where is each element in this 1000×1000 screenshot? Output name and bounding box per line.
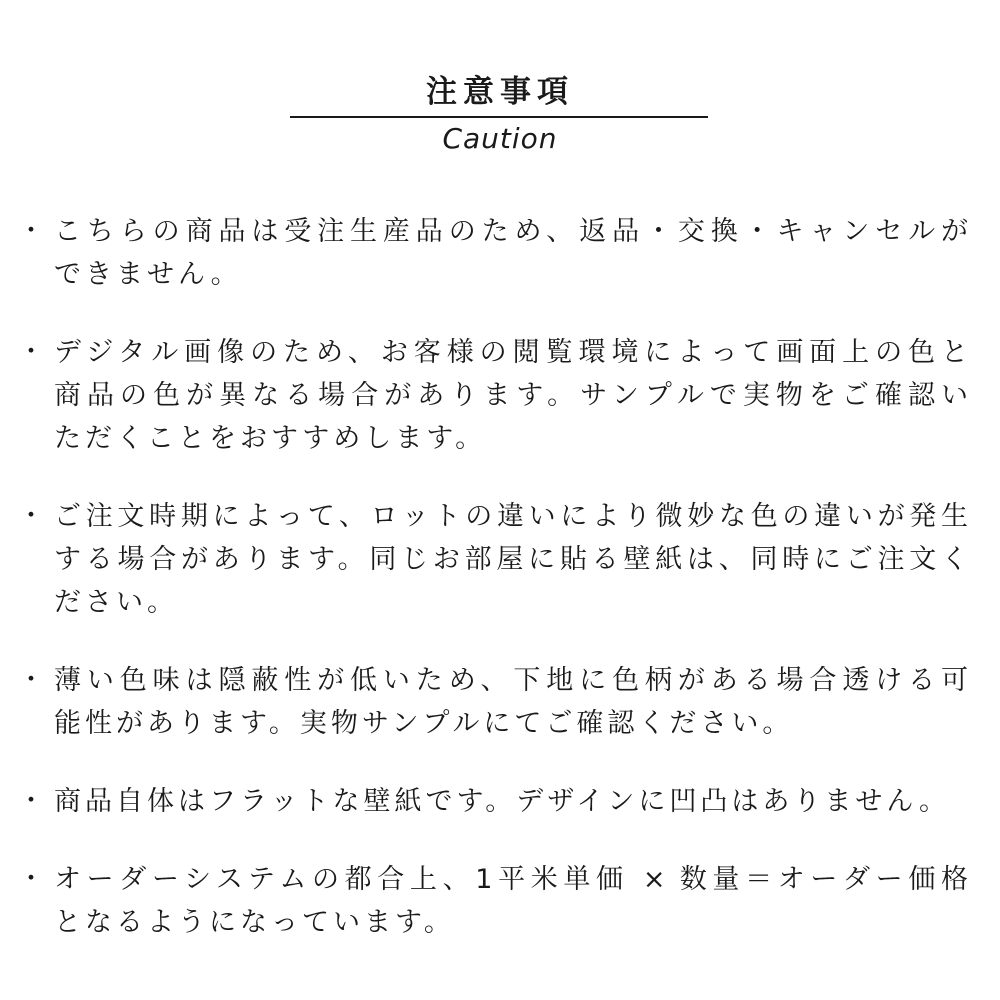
caution-item [0, 331, 1000, 460]
caution-item [0, 858, 1000, 944]
bullet-icon: ・ [18, 501, 45, 531]
caution-item [0, 210, 1000, 296]
caution-item [0, 659, 1000, 745]
caution-item [0, 780, 1000, 823]
bullet-icon: ・ [18, 665, 45, 695]
bullet-icon: ・ [18, 216, 45, 246]
title-divider [290, 116, 708, 118]
bullet-icon: ・ [18, 337, 45, 367]
caution-text-line: ご注文時期によって、ロットの違いにより微妙な色の違いが発生 [54, 501, 968, 532]
caution-text-line: となるようになっています。 [54, 907, 455, 938]
caution-text-line: 商品の色が異なる場合があります。サンプルで実物をご確認い [54, 380, 968, 411]
caution-text-line: ただくことをおすすめします。 [54, 423, 487, 454]
caution-text-line: 薄い色味は隠蔽性が低いため、下地に色柄がある場合透ける可 [54, 665, 968, 696]
caution-list [0, 210, 1000, 979]
bullet-icon: ・ [18, 786, 45, 816]
caution-text-line: できません。 [54, 259, 242, 290]
caution-text-line: ださい。 [54, 587, 178, 618]
caution-text-line: する場合があります。同じお部屋に貼る壁紙は、同時にご注文く [54, 544, 968, 575]
page-title: 注意事項 [426, 74, 574, 110]
bullet-icon: ・ [18, 864, 45, 894]
caution-text-line: 能性があります。実物サンプルにてご確認ください。 [54, 708, 794, 739]
caution-item [0, 495, 1000, 624]
caution-text-line: 商品自体はフラットな壁紙です。デザインに凹凸はありません。 [54, 786, 951, 817]
page-subtitle: Caution [442, 122, 558, 155]
caution-text-line: こちらの商品は受注生産品のため、返品・交換・キャンセルが [54, 216, 968, 247]
caution-text-line: デジタル画像のため、お客様の閲覧環境によって画面上の色と [54, 337, 968, 368]
caution-text-line: オーダーシステムの都合上、1平米単価 × 数量＝オーダー価格 [54, 864, 968, 895]
